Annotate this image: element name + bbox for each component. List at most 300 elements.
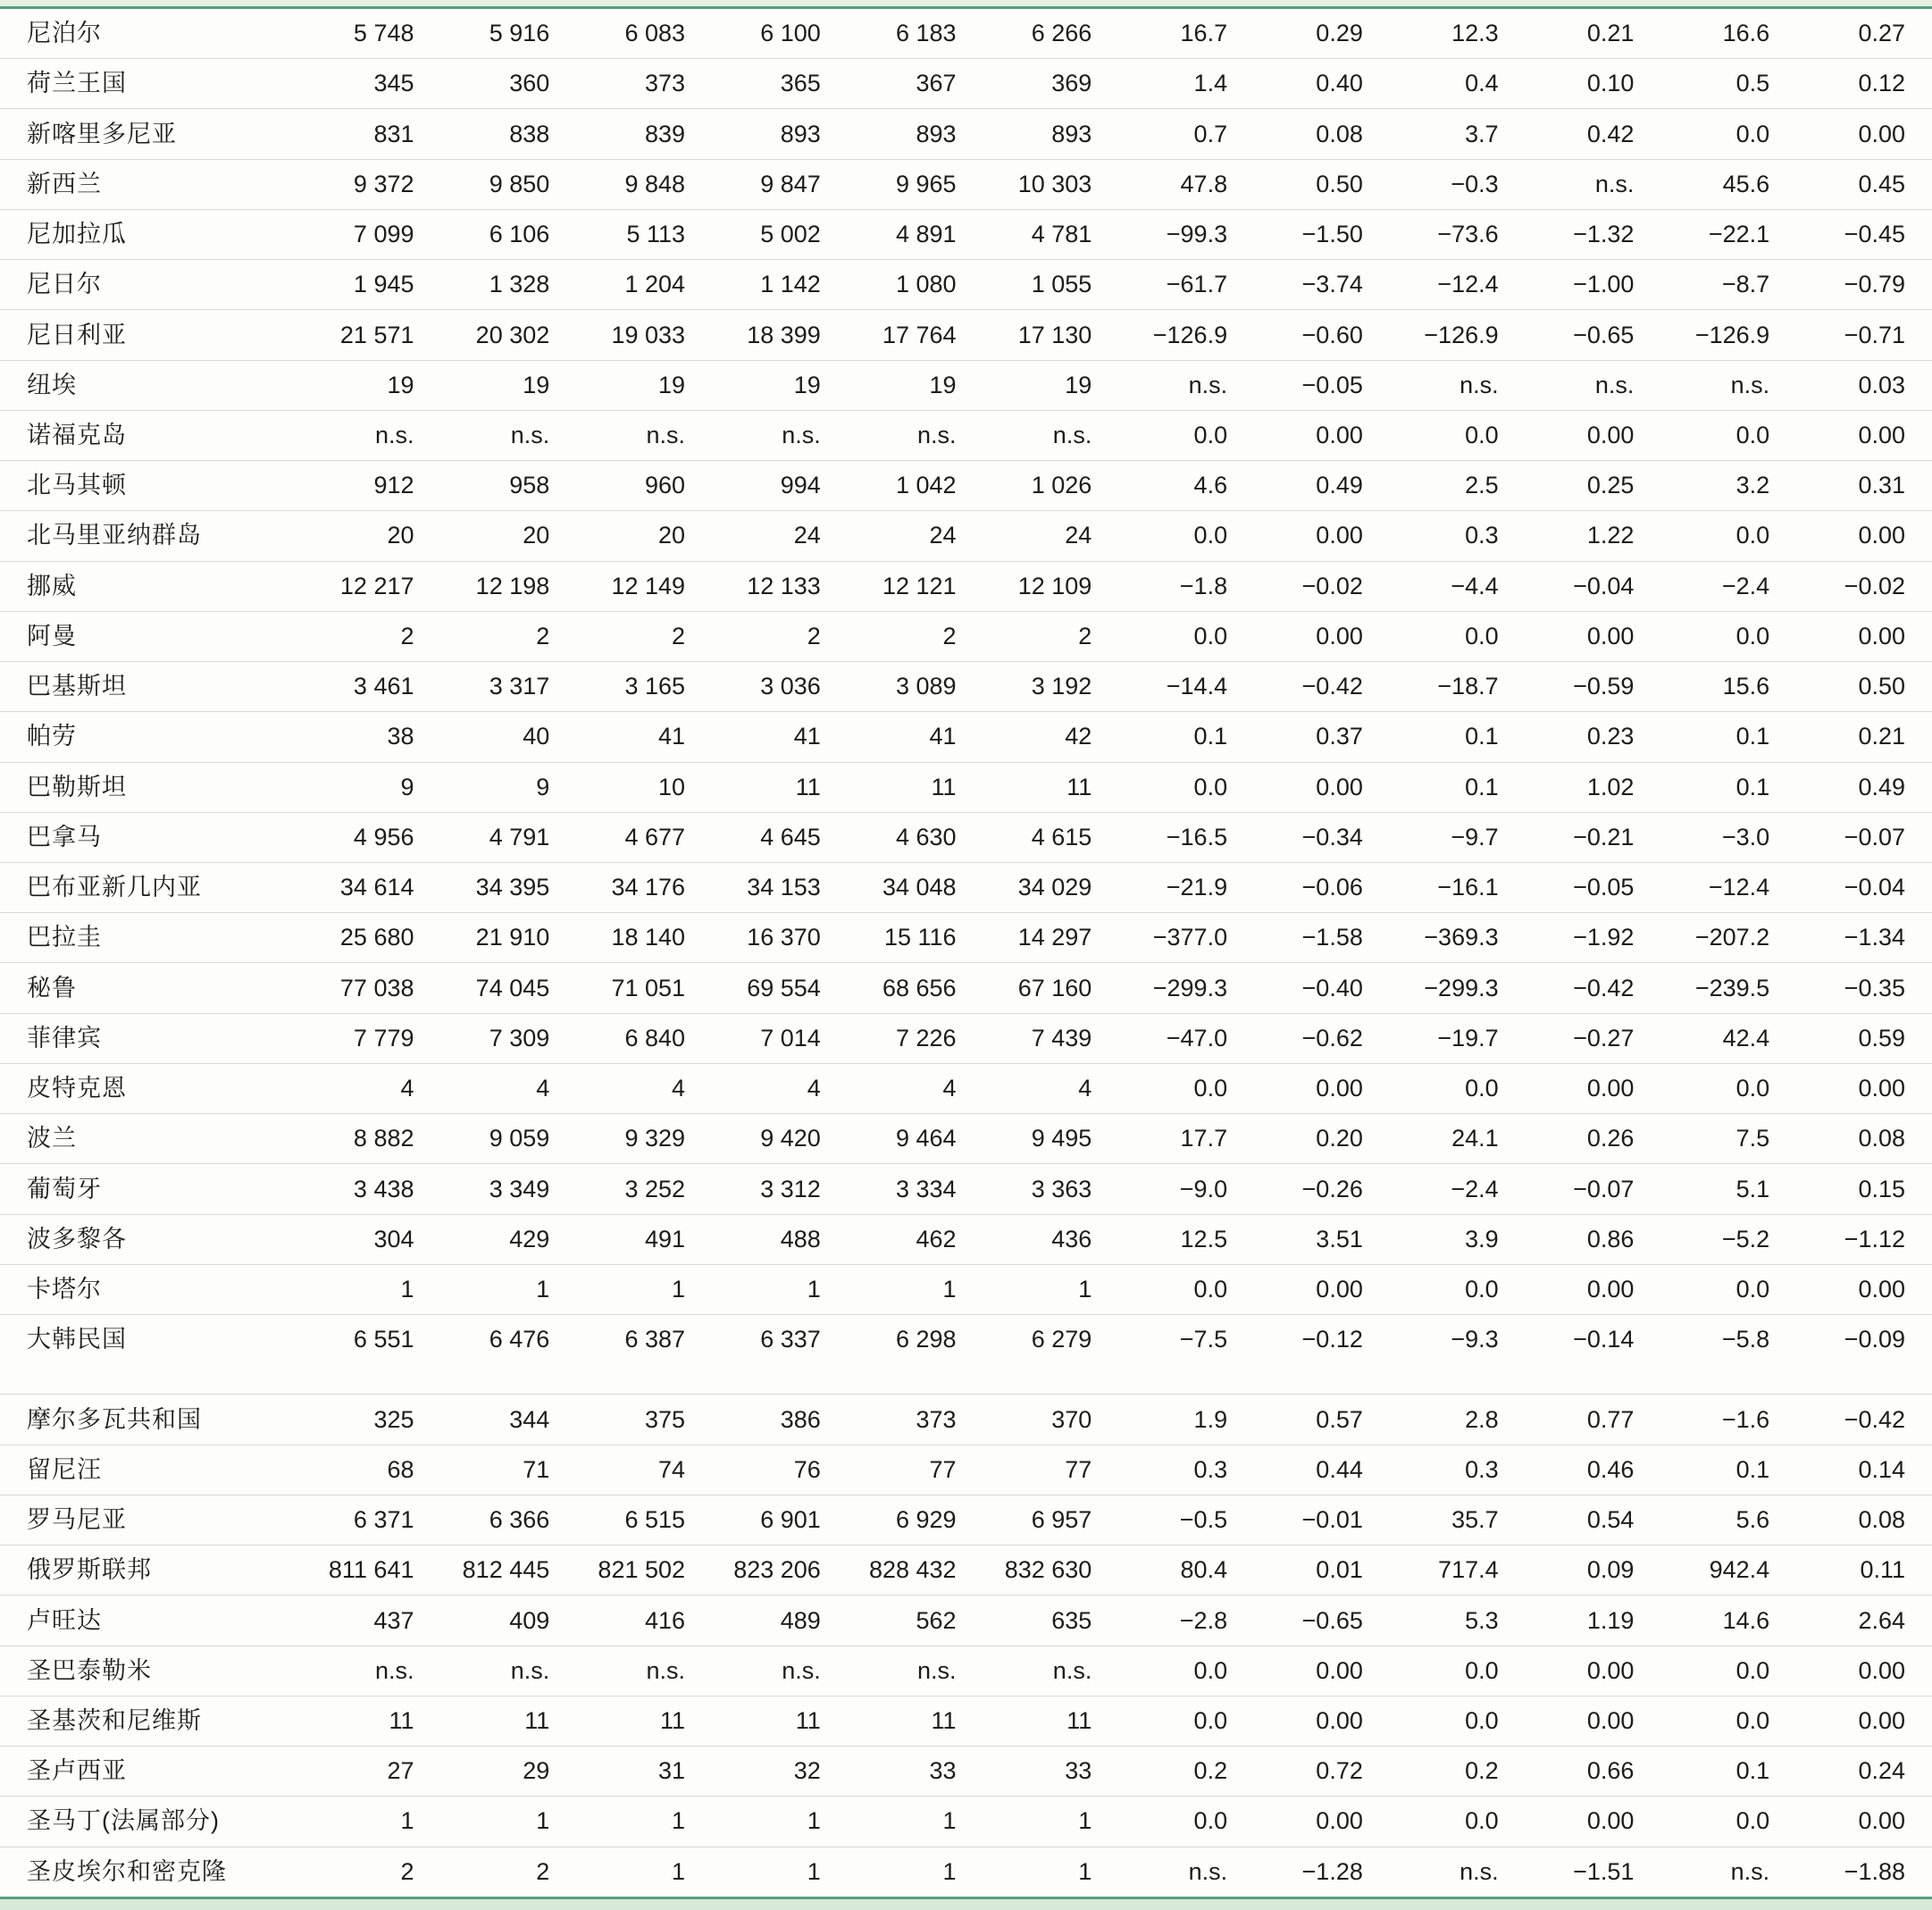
- value-cell: 821 502: [576, 1546, 712, 1596]
- table-row: [0, 1596, 1932, 1646]
- value-cell: 5 748: [353, 20, 414, 47]
- value-cell: 76: [712, 1445, 848, 1495]
- value-cell: 0.00: [1796, 1646, 1932, 1696]
- value-cell: 7 439: [983, 1013, 1119, 1063]
- value-cell: 1 142: [712, 260, 848, 310]
- value-cell: 40: [441, 712, 577, 762]
- value-cell: 0.00: [1526, 1063, 1661, 1113]
- country-cell: 波多黎各: [0, 1214, 305, 1264]
- value-cell: 33: [848, 1747, 983, 1797]
- value-cell: 0.15: [1796, 1164, 1932, 1214]
- value-cell: 1 026: [983, 461, 1119, 511]
- value-cell: 0.20: [1254, 1114, 1390, 1164]
- value-cell: 0.0: [1660, 109, 1796, 159]
- value-cell: −299.3: [1390, 963, 1526, 1013]
- value-cell: 0.00: [1796, 511, 1932, 561]
- value-cell: 3 252: [576, 1164, 712, 1214]
- value-cell: 0.50: [1254, 159, 1390, 209]
- value-cell: −1.88: [1796, 1847, 1932, 1897]
- value-cell: 7 226: [848, 1013, 983, 1063]
- value-cell: 0.00: [1796, 410, 1932, 460]
- value-cell: −0.35: [1796, 963, 1932, 1013]
- value-cell: 45.6: [1660, 159, 1796, 209]
- value-cell: 11: [983, 762, 1119, 812]
- value-cell: 0.0: [1390, 1646, 1526, 1696]
- value-cell: 942.4: [1660, 1546, 1796, 1596]
- value-cell: 17 764: [848, 310, 983, 360]
- value-cell: −1.92: [1526, 913, 1661, 963]
- value-cell: 27: [305, 1747, 441, 1797]
- value-cell: 19: [305, 360, 441, 410]
- value-cell: 16.6: [1722, 20, 1770, 47]
- value-cell: 462: [848, 1214, 983, 1264]
- value-cell: −1.12: [1796, 1214, 1932, 1264]
- value-cell: n.s.: [1526, 360, 1661, 410]
- value-cell: −0.59: [1526, 662, 1661, 712]
- value-cell: 16.7: [1180, 20, 1228, 47]
- value-cell: 1: [305, 1797, 441, 1847]
- value-cell: 12 121: [848, 561, 983, 611]
- value-cell: 6 083: [624, 20, 686, 47]
- value-cell: 1 080: [848, 260, 983, 310]
- value-cell: 6 840: [576, 1013, 712, 1063]
- value-cell: 1.9: [1118, 1395, 1254, 1445]
- table-row: [0, 109, 1932, 159]
- value-cell: n.s.: [441, 410, 577, 460]
- table-row: [0, 1214, 1932, 1264]
- value-cell: 4 645: [712, 812, 848, 862]
- value-cell: −2.8: [1118, 1596, 1254, 1646]
- value-cell: 0.66: [1526, 1747, 1661, 1797]
- country-cell: 秘鲁: [0, 963, 305, 1013]
- value-cell: −3.0: [1660, 812, 1796, 862]
- value-cell: 10 303: [983, 159, 1119, 209]
- value-cell: 6 337: [712, 1315, 848, 1395]
- value-cell: −1.51: [1526, 1847, 1661, 1897]
- value-cell: 34 614: [305, 862, 441, 912]
- value-cell: 0.1: [1660, 1445, 1796, 1495]
- table-row: [0, 1546, 1932, 1596]
- value-cell: 838: [441, 109, 577, 159]
- value-cell: 6 901: [712, 1495, 848, 1545]
- value-cell: 1: [712, 1264, 848, 1314]
- table-row: [0, 461, 1932, 511]
- value-cell: 0.03: [1796, 360, 1932, 410]
- country-cell: 圣巴泰勒米: [0, 1646, 305, 1696]
- value-cell: 0.0: [1118, 511, 1254, 561]
- value-cell: 0.54: [1526, 1495, 1661, 1545]
- value-cell: 367: [848, 59, 983, 109]
- value-cell: 0.00: [1796, 611, 1932, 661]
- value-cell: −1.32: [1526, 209, 1661, 259]
- value-cell: 0.0: [1118, 1264, 1254, 1314]
- value-cell: 7 309: [441, 1013, 577, 1063]
- value-cell: 1: [983, 1797, 1119, 1847]
- value-cell: 4 791: [441, 812, 577, 862]
- value-cell: 1: [712, 1847, 848, 1897]
- value-cell: 893: [712, 109, 848, 159]
- value-cell: 3 036: [712, 662, 848, 712]
- country-cell: 北马其顿: [0, 461, 305, 511]
- value-cell: 11: [305, 1696, 441, 1746]
- value-cell: 24: [983, 511, 1119, 561]
- value-cell: n.s.: [1390, 1847, 1526, 1897]
- country-cell: 卡塔尔: [0, 1264, 305, 1314]
- value-cell: 960: [576, 461, 712, 511]
- value-cell: n.s.: [712, 1646, 848, 1696]
- value-cell: −1.58: [1254, 913, 1390, 963]
- table-row: [0, 1747, 1932, 1797]
- value-cell: 0.24: [1796, 1747, 1932, 1797]
- table-row: [0, 1445, 1932, 1495]
- value-cell: 0.00: [1526, 1264, 1661, 1314]
- value-cell: −0.01: [1254, 1495, 1390, 1545]
- value-cell: 360: [441, 59, 577, 109]
- value-cell: 4 781: [983, 209, 1119, 259]
- value-cell: 24: [712, 511, 848, 561]
- value-cell: −0.34: [1254, 812, 1390, 862]
- value-cell: 6 266: [1031, 20, 1092, 47]
- value-cell: 1.19: [1526, 1596, 1661, 1646]
- value-cell: 6 106: [441, 209, 577, 259]
- value-cell: 2: [305, 611, 441, 661]
- value-cell: −47.0: [1118, 1013, 1254, 1063]
- value-cell: −5.8: [1660, 1315, 1796, 1395]
- value-cell: 0.00: [1526, 611, 1661, 661]
- country-data-table: [0, 9, 1932, 1897]
- country-cell: 北马里亚纳群岛: [0, 511, 305, 561]
- value-cell: 1 042: [848, 461, 983, 511]
- value-cell: 34 153: [712, 862, 848, 912]
- value-cell: −0.04: [1526, 561, 1661, 611]
- value-cell: 0.42: [1526, 109, 1661, 159]
- value-cell: 811 641: [305, 1546, 441, 1596]
- value-cell: 3 363: [983, 1164, 1119, 1214]
- value-cell: 1 055: [983, 260, 1119, 310]
- value-cell: 0.25: [1526, 461, 1661, 511]
- value-cell: 19: [712, 360, 848, 410]
- value-cell: −12.4: [1660, 862, 1796, 912]
- value-cell: 6 100: [760, 20, 821, 47]
- value-cell: −21.9: [1118, 862, 1254, 912]
- value-cell: 373: [848, 1395, 983, 1445]
- value-cell: −239.5: [1660, 963, 1796, 1013]
- value-cell: n.s.: [848, 410, 983, 460]
- value-cell: 17 130: [983, 310, 1119, 360]
- value-cell: 489: [712, 1596, 848, 1646]
- value-cell: 12.3: [1451, 20, 1499, 47]
- value-cell: −0.26: [1254, 1164, 1390, 1214]
- value-cell: 20: [441, 511, 577, 561]
- value-cell: 9 850: [441, 159, 577, 209]
- value-cell: 6 366: [441, 1495, 577, 1545]
- value-cell: 0.08: [1796, 1495, 1932, 1545]
- table-row: [0, 159, 1932, 209]
- value-cell: −0.06: [1254, 862, 1390, 912]
- value-cell: 0.0: [1660, 1696, 1796, 1746]
- value-cell: 1.22: [1526, 511, 1661, 561]
- value-cell: 0.09: [1526, 1546, 1661, 1596]
- value-cell: 0.3: [1118, 1445, 1254, 1495]
- table-row: [0, 862, 1932, 912]
- value-cell: 9 495: [983, 1114, 1119, 1164]
- value-cell: −0.45: [1796, 209, 1932, 259]
- value-cell: 832 630: [983, 1546, 1119, 1596]
- value-cell: 6 371: [305, 1495, 441, 1545]
- value-cell: 893: [848, 109, 983, 159]
- value-cell: −7.5: [1118, 1315, 1254, 1395]
- value-cell: 0.2: [1118, 1747, 1254, 1797]
- value-cell: 3 461: [305, 662, 441, 712]
- value-cell: 11: [848, 762, 983, 812]
- value-cell: 34 029: [983, 862, 1119, 912]
- table-row: [0, 9, 1932, 59]
- value-cell: 3.51: [1254, 1214, 1390, 1264]
- country-cell: 皮特克恩: [0, 1063, 305, 1113]
- value-cell: −0.27: [1526, 1013, 1661, 1063]
- value-cell: 0.0: [1390, 1797, 1526, 1847]
- value-cell: 47.8: [1118, 159, 1254, 209]
- table-row: [0, 1646, 1932, 1696]
- value-cell: −2.4: [1660, 561, 1796, 611]
- country-cell: 尼加拉瓜: [0, 209, 305, 259]
- table-row: [0, 1264, 1932, 1314]
- value-cell: 77: [848, 1445, 983, 1495]
- value-cell: 0.0: [1118, 410, 1254, 460]
- value-cell: 823 206: [712, 1546, 848, 1596]
- value-cell: −126.9: [1118, 310, 1254, 360]
- country-cell: 荷兰王国: [0, 59, 305, 109]
- value-cell: −0.21: [1526, 812, 1661, 862]
- country-cell: 巴拿马: [0, 812, 305, 862]
- value-cell: 34 395: [441, 862, 577, 912]
- value-cell: 1.4: [1118, 59, 1254, 109]
- value-cell: 34 176: [576, 862, 712, 912]
- value-cell: 370: [983, 1395, 1119, 1445]
- value-cell: 304: [305, 1214, 441, 1264]
- value-cell: 0.00: [1526, 1696, 1661, 1746]
- value-cell: −0.65: [1254, 1596, 1390, 1646]
- country-cell: 帕劳: [0, 712, 305, 762]
- value-cell: 3.2: [1660, 461, 1796, 511]
- value-cell: −22.1: [1660, 209, 1796, 259]
- value-cell: 3 349: [441, 1164, 577, 1214]
- value-cell: −0.14: [1526, 1315, 1661, 1395]
- value-cell: 12.5: [1118, 1214, 1254, 1264]
- value-cell: 21 571: [305, 310, 441, 360]
- value-cell: 1: [441, 1797, 577, 1847]
- value-cell: −99.3: [1118, 209, 1254, 259]
- value-cell: 0.11: [1796, 1546, 1932, 1596]
- value-cell: −12.4: [1390, 260, 1526, 310]
- value-cell: 6 298: [848, 1315, 983, 1395]
- value-cell: 7 779: [305, 1013, 441, 1063]
- value-cell: n.s.: [983, 1646, 1119, 1696]
- value-cell: 77 038: [305, 963, 441, 1013]
- value-cell: −1.28: [1254, 1847, 1390, 1897]
- value-cell: 4 956: [305, 812, 441, 862]
- value-cell: 11: [983, 1696, 1119, 1746]
- value-cell: 19: [576, 360, 712, 410]
- value-cell: 0.46: [1526, 1445, 1661, 1495]
- value-cell: 18 399: [712, 310, 848, 360]
- value-cell: 3.9: [1390, 1214, 1526, 1264]
- value-cell: 1: [576, 1847, 712, 1897]
- value-cell: −0.05: [1254, 360, 1390, 410]
- value-cell: 812 445: [441, 1546, 577, 1596]
- value-cell: −369.3: [1390, 913, 1526, 963]
- value-cell: 365: [712, 59, 848, 109]
- country-cell: 新西兰: [0, 159, 305, 209]
- value-cell: −0.09: [1796, 1315, 1932, 1395]
- value-cell: 0.0: [1390, 611, 1526, 661]
- value-cell: 2: [441, 1847, 577, 1897]
- value-cell: 9: [305, 762, 441, 812]
- value-cell: 1 945: [305, 260, 441, 310]
- value-cell: 2: [441, 611, 577, 661]
- table-row: [0, 1495, 1932, 1545]
- value-cell: 0.37: [1254, 712, 1390, 762]
- country-cell: 俄罗斯联邦: [0, 1546, 305, 1596]
- value-cell: 1 328: [441, 260, 577, 310]
- table-row: [0, 410, 1932, 460]
- value-cell: 9 847: [712, 159, 848, 209]
- value-cell: −0.62: [1254, 1013, 1390, 1063]
- value-cell: 0.29: [1316, 20, 1363, 47]
- value-cell: n.s.: [441, 1646, 577, 1696]
- value-cell: 0.0: [1660, 511, 1796, 561]
- value-cell: 0.0: [1660, 1797, 1796, 1847]
- value-cell: 1: [576, 1264, 712, 1314]
- value-cell: 0.00: [1526, 1646, 1661, 1696]
- value-cell: −0.12: [1254, 1315, 1390, 1395]
- value-cell: n.s.: [712, 410, 848, 460]
- value-cell: 19: [441, 360, 577, 410]
- value-cell: 0.31: [1796, 461, 1932, 511]
- value-cell: 3 089: [848, 662, 983, 712]
- value-cell: 429: [441, 1214, 577, 1264]
- country-cell: 摩尔多瓦共和国: [0, 1395, 305, 1445]
- value-cell: n.s.: [1526, 159, 1661, 209]
- value-cell: 6 551: [305, 1315, 441, 1395]
- value-cell: 344: [441, 1395, 577, 1445]
- value-cell: 15 116: [848, 913, 983, 963]
- value-cell: −0.07: [1526, 1164, 1661, 1214]
- value-cell: 409: [441, 1596, 577, 1646]
- value-cell: 9 848: [576, 159, 712, 209]
- value-cell: 8 882: [305, 1114, 441, 1164]
- country-cell: 巴勒斯坦: [0, 762, 305, 812]
- value-cell: 9 372: [305, 159, 441, 209]
- value-cell: 6 279: [983, 1315, 1119, 1395]
- value-cell: 3 165: [576, 662, 712, 712]
- value-cell: 12 149: [576, 561, 712, 611]
- value-cell: 2: [848, 611, 983, 661]
- value-cell: 0.72: [1254, 1747, 1390, 1797]
- value-cell: 0.0: [1660, 1646, 1796, 1696]
- value-cell: n.s.: [576, 410, 712, 460]
- value-cell: 0.0: [1118, 611, 1254, 661]
- value-cell: 1: [305, 1264, 441, 1314]
- value-cell: n.s.: [305, 1646, 441, 1696]
- value-cell: 0.1: [1660, 762, 1796, 812]
- country-cell: 巴拉圭: [0, 913, 305, 963]
- value-cell: 9 329: [576, 1114, 712, 1164]
- value-cell: 491: [576, 1214, 712, 1264]
- bottom-page-band: [0, 1899, 1932, 1910]
- value-cell: 25 680: [305, 913, 441, 963]
- country-cell: 巴基斯坦: [0, 662, 305, 712]
- value-cell: 9 965: [848, 159, 983, 209]
- value-cell: 488: [712, 1214, 848, 1264]
- value-cell: −0.42: [1526, 963, 1661, 1013]
- table-row: [0, 1315, 1932, 1395]
- value-cell: −14.4: [1118, 662, 1254, 712]
- value-cell: 9 464: [848, 1114, 983, 1164]
- table-row: [0, 963, 1932, 1013]
- country-cell: 尼日利亚: [0, 310, 305, 360]
- value-cell: 0.0: [1390, 1063, 1526, 1113]
- value-cell: −2.4: [1390, 1164, 1526, 1214]
- value-cell: 0.00: [1796, 109, 1932, 159]
- value-cell: 0.00: [1796, 1063, 1932, 1113]
- value-cell: 5.6: [1660, 1495, 1796, 1545]
- value-cell: 2: [712, 611, 848, 661]
- table-row: [0, 1013, 1932, 1063]
- value-cell: 1: [848, 1264, 983, 1314]
- table-row: [0, 1114, 1932, 1164]
- table-row: [0, 712, 1932, 762]
- value-cell: 0.1: [1390, 712, 1526, 762]
- value-cell: 6 387: [576, 1315, 712, 1395]
- value-cell: 3.7: [1390, 109, 1526, 159]
- value-cell: 2: [305, 1847, 441, 1897]
- table-row: [0, 611, 1932, 661]
- value-cell: 42.4: [1660, 1013, 1796, 1063]
- value-cell: −18.7: [1390, 662, 1526, 712]
- country-cell: 圣马丁(法属部分): [0, 1797, 305, 1847]
- value-cell: 0.10: [1526, 59, 1661, 109]
- value-cell: 0.00: [1254, 1797, 1390, 1847]
- value-cell: 4: [441, 1063, 577, 1113]
- table-row: [0, 310, 1932, 360]
- value-cell: 14 297: [983, 913, 1119, 963]
- value-cell: 0.59: [1796, 1013, 1932, 1063]
- value-cell: −0.07: [1796, 812, 1932, 862]
- country-cell: 圣基茨和尼维斯: [0, 1696, 305, 1746]
- value-cell: 12 217: [305, 561, 441, 611]
- value-cell: 3 317: [441, 662, 577, 712]
- value-cell: 77: [983, 1445, 1119, 1495]
- value-cell: 369: [983, 59, 1119, 109]
- value-cell: −0.42: [1796, 1395, 1932, 1445]
- value-cell: 2.8: [1390, 1395, 1526, 1445]
- value-cell: 717.4: [1390, 1546, 1526, 1596]
- country-cell: 巴布亚新几内亚: [0, 862, 305, 912]
- value-cell: 839: [576, 109, 712, 159]
- value-cell: n.s.: [1660, 1847, 1796, 1897]
- value-cell: 16 370: [712, 913, 848, 963]
- value-cell: n.s.: [576, 1646, 712, 1696]
- value-cell: 0.50: [1796, 662, 1932, 712]
- value-cell: 437: [305, 1596, 441, 1646]
- value-cell: 33: [983, 1747, 1119, 1797]
- value-cell: −16.1: [1390, 862, 1526, 912]
- value-cell: 19: [983, 360, 1119, 410]
- value-cell: 11: [712, 1696, 848, 1746]
- value-cell: 0.0: [1118, 1797, 1254, 1847]
- table-row: [0, 1696, 1932, 1746]
